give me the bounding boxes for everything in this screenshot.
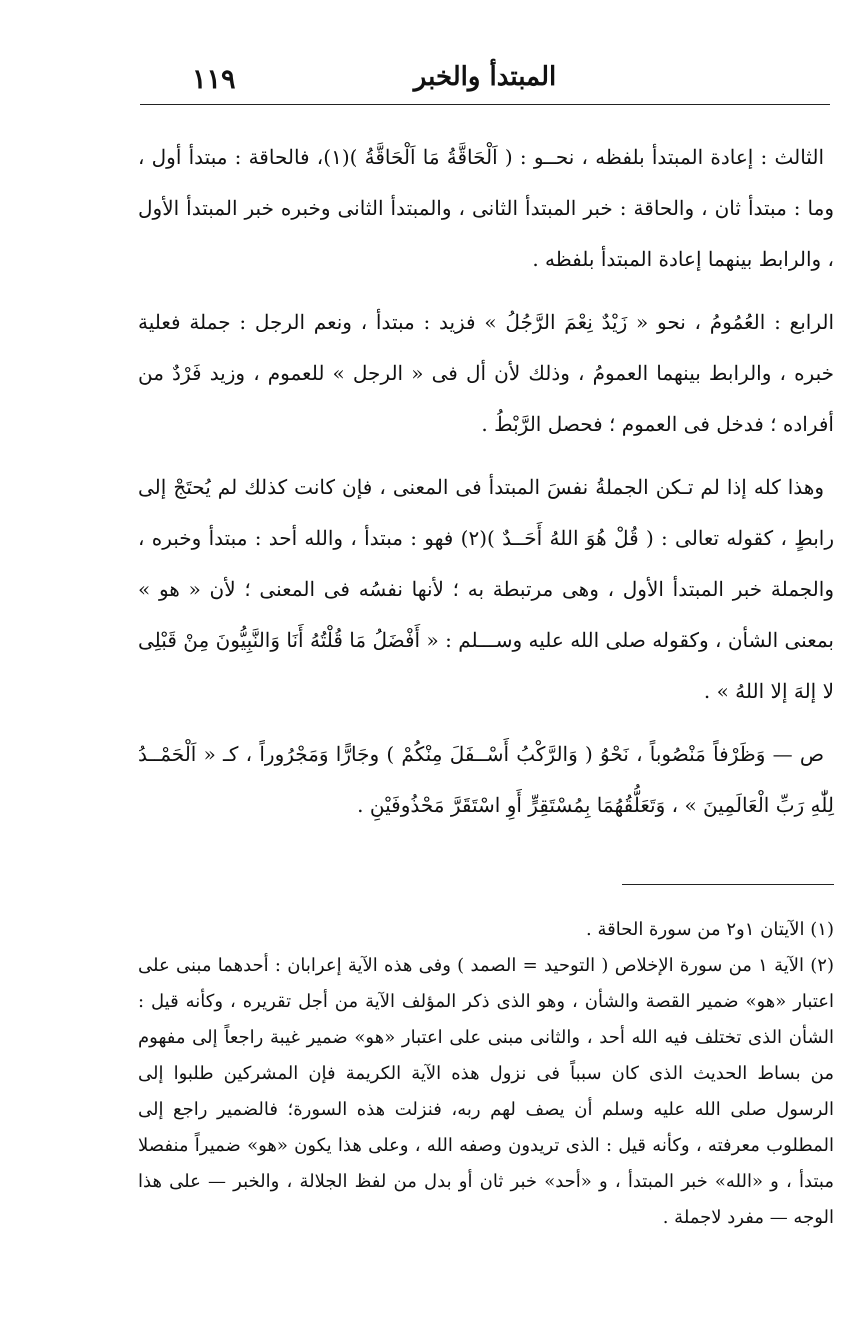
paragraph-third-binder: الثالث : إعادة المبتدأ بلفظه ، نحــو : ( اَلْحَاقَّةُ مَا اَلْحَاقَّةُ )(١)، فالحاقة : مبتدأ أول ، وما : مبتدأ ثان ، والحاقة : خبر المبتدأ الثانى ، والمبتدأ الثانى وخبره خبر المبتدأ الأول ، والرابط بينهما إعادة المبتدأ بلفظه . [138, 145, 834, 271]
main-text [138, 132, 834, 843]
paragraph-fourth-binder: الرابع : العُمُومُ ، نحو « زَيْدٌ نِعْمَ الرَّجُلُ » فزيد : مبتدأ ، ونعم الرجل : جملة فعلية خبره ، والرابط بينهما العمومُ ، وذلك لأن أل فى « الرجل » للعموم ، وزيد فَرْدٌ من أفراده ؛ فدخل فى العموم ؛ فحصل الرَّبْطُ . [138, 310, 834, 436]
footnotes [138, 912, 834, 1236]
running-title: المبتدأ والخبر [413, 62, 557, 92]
footnote-1: (١) الآيتان ١و٢ من سورة الحاقة . [586, 919, 834, 940]
page-number: ١١٩ [192, 64, 236, 95]
paragraph-verse-text: ص — وَظَرْفاً مَنْصُوباً ، نَحْوُ ( وَالرَّكْبُ أَسْــفَلَ مِنْكُمْ ) وجَارًّا وَمَجْرُوراً ، كـ « اَلْحَمْــدُ لِلّٰهِ رَبِّ الْعَالَمِينَ » ، وَتَعَلُّقُهُمَا بِمُسْتَقِرٍّ أَوِ اسْتَقَرَّ مَحْذُوفَيْنِ . [138, 742, 834, 817]
footnote-divider [622, 884, 834, 885]
paragraph-no-binder-needed: وهذا كله إذا لم تـكن الجملةُ نفسَ المبتدأ فى المعنى ، فإن كانت كذلك لم يُحتَجْ إلى رابطٍ ، كقوله تعالى : ( قُلْ هُوَ اللهُ أَحَــدٌ )(٢) فهو : مبتدأ ، والله أحد : مبتدأ وخبره ، والجملة خبر المبتدأ الأول ، وهى مرتبطة به ؛ لأنها نفسُه فى المعنى ؛ لأن « هو » بمعنى الشأن ، وكقوله صلى الله عليه وســـلم : « أَفْضَلُ مَا قُلْتُهُ أَنَا وَالنَّبِيُّونَ مِنْ قَبْلِى لا إلهَ إلا اللهُ » . [138, 475, 834, 703]
footnote-2: (٢) الآية ١ من سورة الإخلاص ( التوحيد = الصمد ) وفى هذه الآية إعرابان : أحدهما مبنى على اعتبار «هو» ضمير القصة والشأن ، وهو الذى ذكر المؤلف الآية من أجل تقريره ، وكأنه قيل : الشأن الذى تختلف فيه الله أحد ، والثانى مبنى على اعتبار «هو» ضمير غيبة راجعاً إلى مفهوم من بساط الحديث الذى كان سبباً فى نزول هذه الآية الكريمة فإن المشركين طلبوا إلى الرسول صلى الله عليه وسلم أن يصف لهم ربه، فنزلت هذه السورة؛ فالضمير راجع إلى المطلوب معرفته ، وكأنه قيل : الذى تريدون وصفه الله ، وعلى هذا يكون «هو» ضميراً منفصلا مبتدأ ، و «الله» خبر المبتدأ ، و «أحد» خبر ثان أو بدل من لفظ الجلالة ، والخبر — على هذا الوجه — مفرد لاجملة . [138, 955, 834, 1228]
page-header [140, 58, 830, 105]
